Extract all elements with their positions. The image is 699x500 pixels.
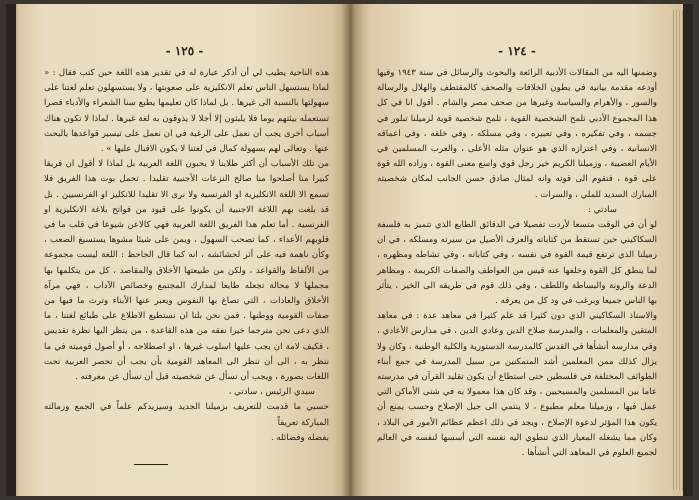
paragraph: من تلك الأسباب أن أكثر طلابنا لا يحبون اللغة العربية بل لماذا لا أقول ان فريقا كبيرا منا أصلحوا منا صالح النزعات الأجنبية تقليدا . تحمل بوت هذا الفريق فلا تسمع الا اللغة الانكليزية او الفرنسية ولا نرى الا تقليدا للانكليز او الفرنسيين . بل قد بلغت بهم اللاغة الاجنبية أن يكونوا على قيود من فواتح بلاغة الانكليزية او الفرنسية . أما تعلم هذا الفريق اللغة العربية فهي كالاعن شيوعا في قلب ما في قلوبهم الأعداء ، كما تصحب السهول ، ويمن على شيئا مشوها يستسيغ الصعب ، وكأن ناهمة فيه على أثر لحشائشه ، انه كما قال الجاحظ : اللغة ليست مجموعة من الألفاظ والقواعد ، ولكن من طبيعتها الأخلاق والمقاصد ، كل من يتكلمها بها مجملها لا محالة تجعله طابعا لمدارك المجتمع وخصائص الآداب ، فهي مرآة الأخلاق والعادات ، التي تصاغ بها النفوس ويعبر عنها الأبناء وترث ما فيها من صفات القومية ووطنها . فمن نحن بلنا ان نستطيع الاطلاع على طبائع لغتنا ، ما الذي دعى نحن مترجما خيرا نفقه من هذه القاعدة ، من ينظر اليها نظرة تقديس ، فكيف لامة ان يجب عليها اسلوب غيرها ، او اصطلاحه ، أو أصول قوميته في ما ننظر به ، الى أن تنظر الى المعاهد القومية بأن يجب أن نحصر العربية تحت اللغات بصورة ، ويجب أن نسأل عن شخصيته قبل أن نسأل عن معرفته . — [44, 159, 329, 383]
right-page-body — [377, 66, 657, 461]
left-page-number: - ١٢٥ - — [165, 44, 204, 58]
closing-line: بفضله وفضائله . — [270, 432, 329, 443]
section-salutation: سادتي : — [588, 204, 617, 215]
paragraph: وضمنها اليه من المقالات الأدبية الرائعة والبحوث والرسائل في سنة ١٩٤٣ وفيها أودعه مقدمة بيانية في يطون الخلافات والصحف كالمقتطف والهلال والرسالة والسور ، والأهرام والسياسة وغيرها من صحف مصر والشام . أقول انا في كل هذا المجموع الأدبي تلمح الشخصية القوية ، تلمح شخصية قوية لزميلنا تبلور في جسمه ، وفي تفكيره ، وفي تعبيره ، وفي مسلكه ، وفي خلقه ، وفي اعماقه الانسانية ، وفي اعتزازه الذي هو عنوان مثله الأعلى ، والعرب المسلمين في الأيام العصيبة ، وزميلنا الكريم خير رجل قوي واسع معنى القوة ، وزاده الله قوة على قوة ، فتقوم الى قوته وانه لمثال صادق حسن الجانب لمكان شخصيته المبارك السديد للملي ، والسرات . — [377, 68, 657, 200]
paragraph: والاستاذ السكاكيني الذي دون كثيرا قد علم كثيرا في معاهد عدة : في معاهد المتقين والمعلمات ، والمدرسة صلاح الدين وعادي الدين ، في مدارس الأعادي ، وفي مدارسه أنشأها في القدس كالمدرسة الدستورية والكلية الوطنية ، وكان ولا يزال كذلك ممن المعلمين أشد المتمكنين من سبيل المدرسة في جمع أبناء الطوائف المختلفة في فلسطين حتى استطاع أن يكون تقليد القرآن في مدرسته عاما بين المسلمين والمسيحيين ، وقد كان هذا معمولا به في شتى الأماكن التي عمل فيها ، وزميلنا معلم مطبوع ، لا ينتمي الى جيل الإصلاح وحسب يمنع أن يكون هذا المؤثر لدعوة الإصلاح ، ويجد في ذلك اعظم عظائم الأمور في البلاد ، وكان مما يشغله المعيار الذي تنطوي اليه نفسه التي أسسها لنفسه في العالم لجميع العلوم في المعاهد التي أنشأها . — [377, 311, 657, 459]
left-page — [16, 4, 351, 496]
end-rule — [134, 464, 168, 465]
left-page-body — [44, 66, 329, 465]
closing-line: حسبي ما قدمت للتعريف بزميلنا الجديد وسيزيدكم علماً في الجمع وزمالته المباركة تعريفاً — [44, 402, 329, 428]
salutation: سيدي الرئيس ، سادتي ، — [228, 387, 315, 398]
page-edges — [671, 10, 683, 490]
right-page-number: - ١٢٤ - — [498, 44, 536, 58]
book-spread — [6, 4, 693, 496]
right-page — [351, 4, 683, 496]
paragraph: لو أن في الوقت متسعا لأردت تفصيلا في الدقائق الطابع الذي تتميز به فلسفة السكاكيني حين تستقط من كتاباته والعزف الأصيل من سيرته ومسلكه ، في ان زميلنا الذي ترتفع قيمة القوة في نفسه ، وفي كتاباته ، وفي تشاطه ومظهره ، لما ينطق كل القوة وخلفها عنه قيس من العواطف والصفات الكريمة ، ومظاهر الدعة والرونة والبساطة واللطف ، وفي ذلك قوم في طريقه الى الخير ، يتأثر بها الناس جميعا وبرغب في ود كل من يعرفه . — [377, 220, 657, 307]
paragraph: هذه الناحية يطيب لي أن أذكر عبارة له في تقدير هذه اللغة حين كتب فقال : « لماذا يستسهل الناس تعلم الانكليزية على صعوبتها ، ولا يستسهلون تعلم لغتنا على سهولتها بالنسبة الى غيرها . بل لماذا كان تعليمها يطبع سنا الشعراء والأدباء قصرا تستعمله بيئتهم يوما فلا يلبثون إلا أجلا لا يذوقون به لغة غيرها . لماذا لا تكون هناك أسباب أخرى يجب أن نعمل على الرغبة في ان نعمل على تيسير قواعدها بالبحث عنها . وتعالى لهم بسهولة كمال في لغتنا لا يكون الاقبال عليها » . — [44, 68, 329, 155]
